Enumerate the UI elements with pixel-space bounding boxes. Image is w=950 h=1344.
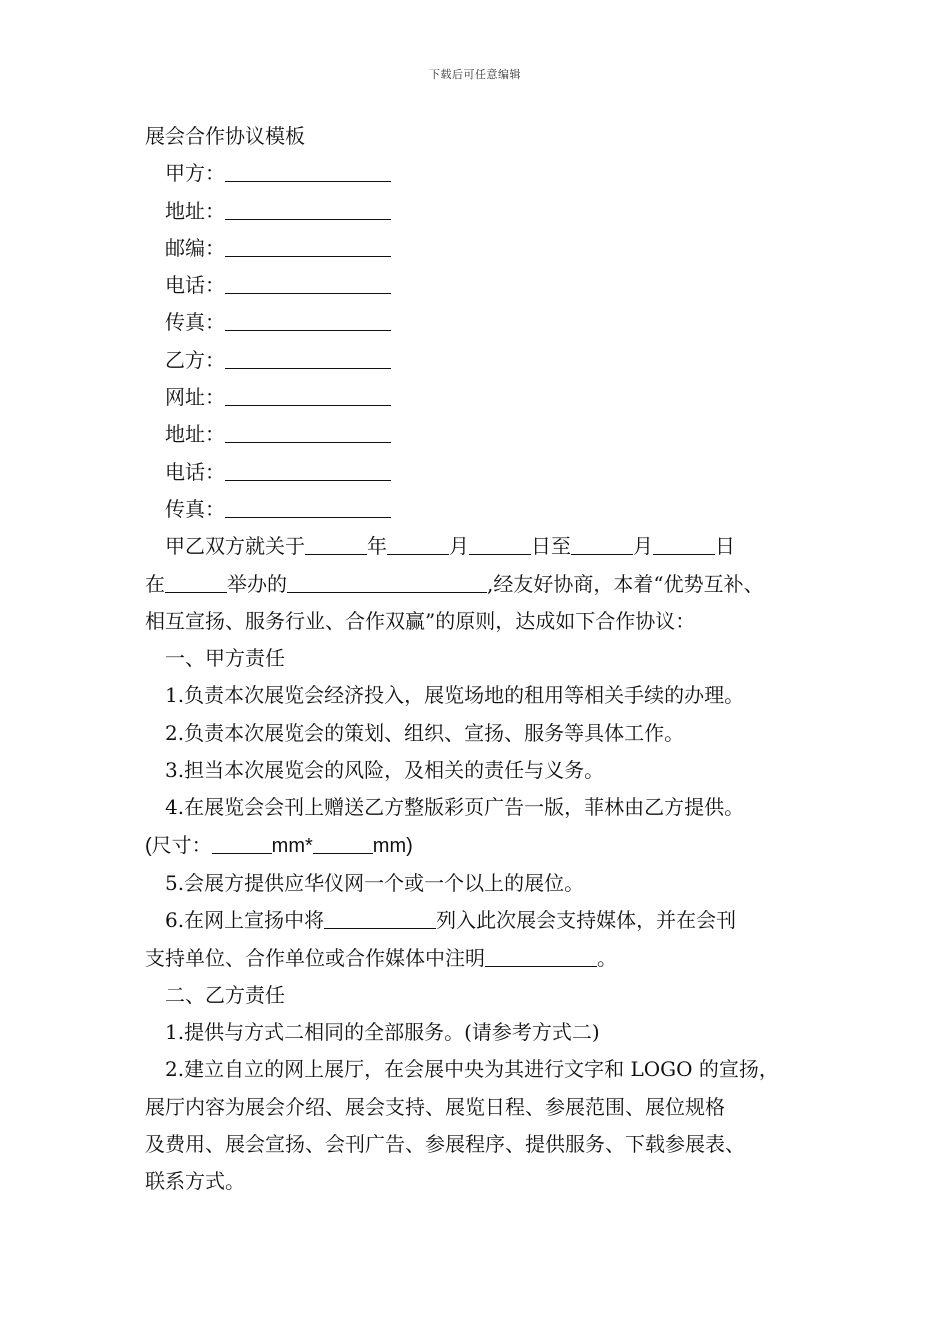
size-text: mm) [372,834,413,857]
fill-blank[interactable] [225,193,391,220]
party-fields [145,155,825,528]
field-label: 乙方： [165,347,225,372]
item-text: 6.在网上宣扬中将 [165,908,325,933]
intro-text: ,经友好协商，本着“优势互补、 [487,571,764,596]
section-party-a-duties [145,640,825,977]
item-text: 列入此次展会支持媒体，并在会刊 [436,908,737,933]
field-party-a [145,155,825,192]
fill-blank[interactable] [225,155,391,182]
size-line [145,827,825,865]
list-item-continuation [145,940,825,977]
intro-line-3: 相互宣扬、服务行业、合作双赢”的原则，达成如下合作协议： [145,608,696,633]
list-item: 2.建立自立的网上展厅，在会展中央为其进行文字和 LOGO 的宣扬， [165,1057,779,1082]
size-text: (尺寸： [145,834,212,857]
fill-blank[interactable] [225,454,391,481]
field-label: 地址： [165,198,225,223]
list-item: 4.在展览会会刊上赠送乙方整版彩页广告一版，菲林由乙方提供。 [165,795,745,820]
field-phone-a [145,267,825,304]
intro-text: 甲乙双方就关于 [165,534,305,559]
intro-text: 日 [715,534,735,559]
list-item: 1.负责本次展览会经济投入，展览场地的租用等相关手续的办理。 [165,683,745,708]
field-postcode-a [145,230,825,267]
intro-line-2 [145,566,825,603]
intro-text: 月 [633,534,653,559]
fill-blank[interactable] [469,528,531,555]
fill-blank[interactable] [225,230,391,257]
list-item-continuation: 展厅内容为展会介绍、展会支持、展览日程、参展范围、展位规格 [145,1094,725,1119]
intro-text: 月 [449,534,469,559]
field-address-a [145,193,825,230]
field-fax-a [145,304,825,341]
fill-blank[interactable] [212,827,272,854]
list-item-continuation: 联系方式。 [145,1169,245,1194]
field-label: 电话： [165,459,225,484]
fill-blank[interactable] [225,304,391,331]
list-item: 3.担当本次展览会的风险，及相关的责任与义务。 [165,758,605,783]
item-text: 支持单位、合作单位或合作媒体中注明 [145,945,485,970]
field-label: 邮编： [165,235,225,260]
fill-blank[interactable] [225,491,391,518]
fill-blank[interactable] [313,827,373,854]
list-item [145,902,825,939]
field-phone-b [145,454,825,491]
intro-text: 日至 [531,534,571,559]
list-item-continuation: 及费用、展会宣扬、会刊广告、参展程序、提供服务、下载参展表、 [145,1132,745,1157]
fill-blank[interactable] [165,566,227,593]
fill-blank[interactable] [387,528,449,555]
fill-blank[interactable] [305,528,367,555]
fill-blank[interactable] [225,416,391,443]
item-text: 。 [597,945,617,970]
field-label: 甲方： [165,161,225,186]
section-heading: 一、甲方责任 [165,646,285,671]
field-label: 传真： [165,496,225,521]
intro-text: 年 [367,534,387,559]
intro-paragraph [145,528,825,640]
field-label: 电话： [165,273,225,298]
header-note: 下载后可任意编辑 [429,68,521,81]
fill-blank[interactable] [324,902,436,929]
fill-blank[interactable] [571,528,633,555]
document-title: 展会合作协议模板 [145,124,305,148]
list-item: 1.提供与方式二相同的全部服务。(请参考方式二) [165,1020,600,1045]
field-fax-b [145,491,825,528]
field-label: 传真： [165,310,225,335]
section-party-b-duties [145,977,825,1201]
document-body [145,118,825,1201]
intro-text: 在 [145,571,165,596]
field-label: 地址： [165,422,225,447]
section-heading: 二、乙方责任 [165,982,285,1007]
size-text: mm* [271,834,313,857]
field-label: 网址： [165,385,225,410]
fill-blank[interactable] [287,566,487,593]
fill-blank[interactable] [225,267,391,294]
list-item: 2.负责本次展览会的策划、组织、宣扬、服务等具体工作。 [165,720,685,745]
fill-blank[interactable] [485,940,597,967]
intro-line-1 [145,528,825,565]
field-party-b [145,342,825,379]
field-website-b [145,379,825,416]
list-item: 5.会展方提供应华仪网一个或一个以上的展位。 [165,870,585,895]
fill-blank[interactable] [225,342,391,369]
intro-text: 举办的 [227,571,287,596]
fill-blank[interactable] [225,379,391,406]
field-address-b [145,416,825,453]
fill-blank[interactable] [653,528,715,555]
